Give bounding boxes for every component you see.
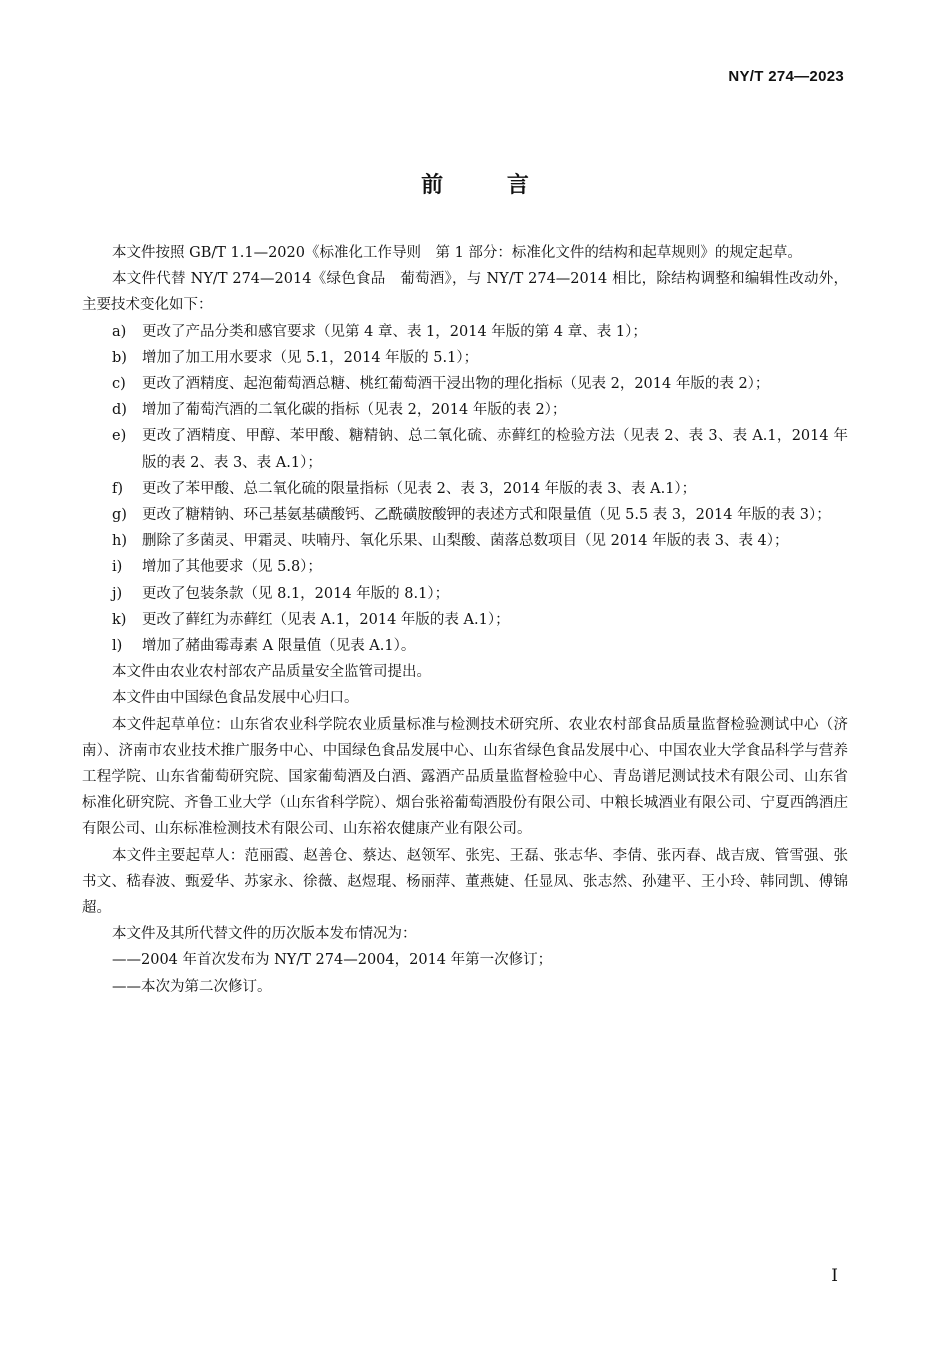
list-item: k) 更改了藓红为赤藓红（见表 A.1，2014 年版的表 A.1）； xyxy=(112,611,510,628)
standard-code: NY/T 274—2023 xyxy=(728,68,844,85)
history-intro-paragraph: 本文件及其所代替文件的历次版本发布情况为： xyxy=(112,926,417,943)
page-title: 前 言 xyxy=(421,173,557,198)
changes-list xyxy=(82,319,848,660)
list-item: c) 更改了酒精度、起泡葡萄酒总糖、桃红葡萄酒干浸出物的理化指标（见表 2，2014 年版的表 2）； xyxy=(112,376,770,393)
list-item: e) 更改了酒精度、甲醇、苯甲酸、糖精钠、总二氧化硫、赤藓红的检验方法（见表 2、表 3、表 A.1，2014 年版的表 2、表 3、表 A.1）； xyxy=(112,428,848,471)
history-item-2: ——本次为第二次修订。 xyxy=(112,978,272,995)
list-item: l) 增加了赭曲霉毒素 A 限量值（见表 A.1）。 xyxy=(112,638,416,655)
list-item: g) 更改了糖精钠、环己基氨基磺酸钙、乙酰磺胺酸钾的表述方式和限量值（见 5.5 表 3，2014 年版的表 3）； xyxy=(112,507,831,524)
list-item: j) 更改了包装条款（见 8.1，2014 年版的 8.1）； xyxy=(112,585,450,602)
centralized-paragraph: 本文件由中国绿色食品发展中心归口。 xyxy=(112,690,359,707)
list-item: d) 增加了葡萄汽酒的二氧化碳的指标（见表 2，2014 年版的表 2）； xyxy=(112,402,567,419)
proposer-paragraph: 本文件由农业农村部农产品质量安全监管司提出。 xyxy=(112,664,431,681)
page-number: I xyxy=(831,1266,838,1286)
list-item: i) 增加了其他要求（见 5.8）； xyxy=(112,559,322,576)
list-item: f) 更改了苯甲酸、总二氧化硫的限量指标（见表 2、表 3，2014 年版的表 3、表 A.1）； xyxy=(112,480,697,497)
list-item: a) 更改了产品分类和感官要求（见第 4 章、表 1，2014 年版的第 4 章、表 1）； xyxy=(112,323,647,340)
history-item-1: ——2004 年首次发布为 NY/T 274—2004，2014 年第一次修订； xyxy=(112,952,553,969)
drafting-units-paragraph: 本文件起草单位：山东省农业科学院农业质量标准与检测技术研究所、农业农村部食品质量监督检验测试中心（济南）、济南市农业技术推广服务中心、中国绿色食品发展中心、山东省绿色食品发展中心、中国农业大学食品科学与营养工程学院、山东省葡萄研究院、国家葡萄酒及白酒、露酒产品质量监督检验中心、青岛谱尼测试技术有限公司、山东省标准化研究院、齐鲁工业大学（山东省科学院）、烟台张裕葡萄酒股份有限公司、中粮长城酒业有限公司、宁夏西鸽酒庄有限公司、山东标准检测技术有限公司、山东裕农健康产业有限公司。 xyxy=(82,716,848,838)
list-item: h) 删除了多菌灵、甲霜灵、呋喃丹、氧化乐果、山梨酸、菌落总数项目（见 2014 年版的表 3、表 4）； xyxy=(112,533,789,550)
drafters-paragraph: 本文件主要起草人：范丽霞、赵善仓、蔡达、赵领军、张宪、王磊、张志华、李倩、张丙春、战吉宬、管雪强、张书文、嵇春波、甄爱华、苏家永、徐薇、赵煜琨、杨丽萍、董燕婕、任显凤、张志然、孙建平、王小玲、韩同凯、傅锦超。 xyxy=(82,847,848,917)
intro-paragraph-2: 本文件代替 NY/T 274—2014《绿色食品 葡萄酒》，与 NY/T 274—2014 相比，除结构调整和编辑性改动外，主要技术变化如下： xyxy=(82,271,848,314)
list-item: b) 增加了加工用水要求（见 5.1，2014 年版的 5.1）； xyxy=(112,349,479,366)
preface-body xyxy=(82,240,848,1000)
intro-paragraph-1: 本文件按照 GB/T 1.1—2020《标准化工作导则 第 1 部分：标准化文件的结构和起草规则》的规定起草。 xyxy=(112,245,802,261)
